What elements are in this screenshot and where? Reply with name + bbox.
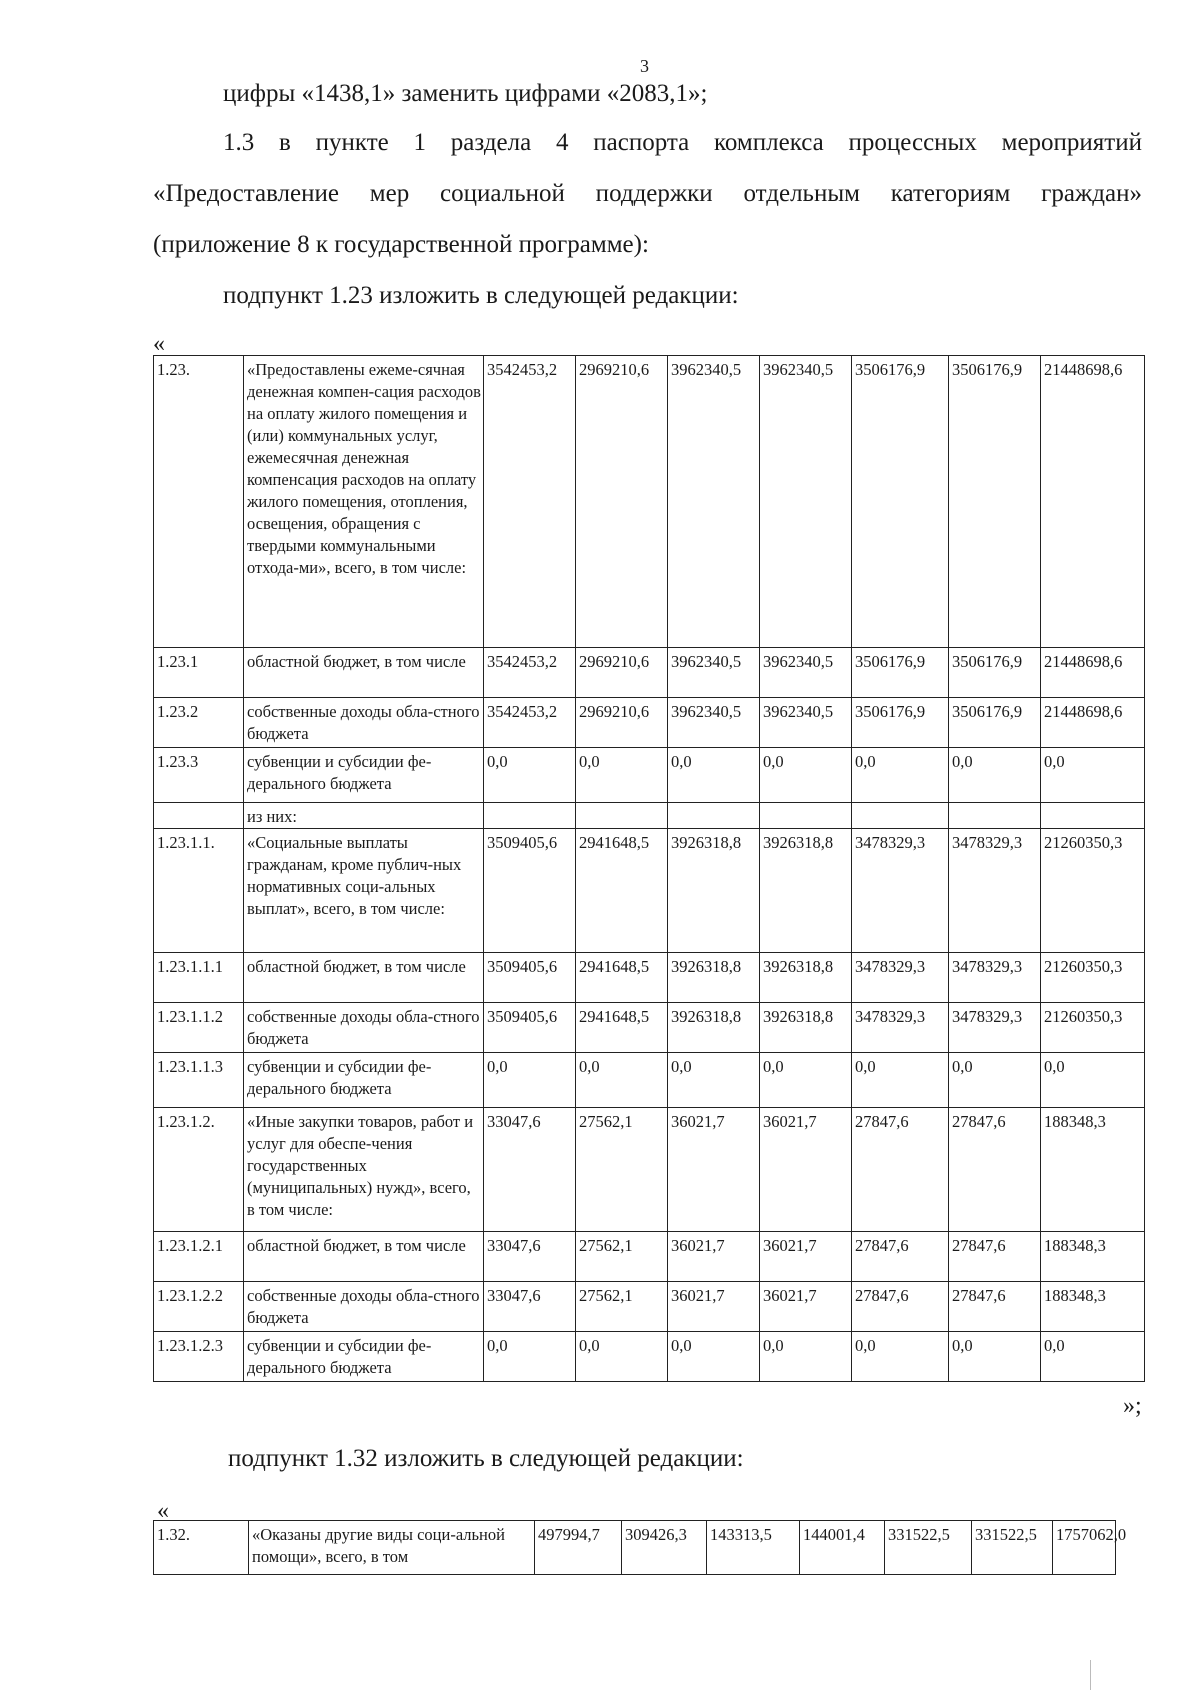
value-cell: 188348,3 (1041, 1232, 1145, 1282)
value-cell: 3506176,9 (949, 698, 1041, 748)
value-cell: 0,0 (852, 1332, 949, 1382)
value-cell: 0,0 (576, 1053, 668, 1108)
row-number: 1.23.1.1.2 (154, 1003, 244, 1053)
row-description: областной бюджет, в том числе (244, 648, 484, 698)
value-cell: 188348,3 (1041, 1108, 1145, 1232)
value-cell: 3926318,8 (760, 953, 852, 1003)
value-cell: 33047,6 (484, 1282, 576, 1332)
table-1-23-row (154, 1282, 1145, 1332)
value-cell: 3478329,3 (949, 953, 1041, 1003)
value-cell: 3962340,5 (760, 698, 852, 748)
value-cell: 3478329,3 (949, 1003, 1041, 1053)
row-number (154, 803, 244, 829)
value-cell: 331522,5 (885, 1521, 972, 1575)
row-description: собственные доходы обла-стного бюджета (244, 1282, 484, 1332)
value-cell: 144001,4 (800, 1521, 885, 1575)
value-cell: 27847,6 (949, 1282, 1041, 1332)
value-cell: 0,0 (576, 748, 668, 803)
row-description: «Иные закупки товаров, работ и услуг для обеспе-чения государственных (муниципальных) нужд», всего, в том числе: (244, 1108, 484, 1232)
value-cell: 27562,1 (576, 1282, 668, 1332)
value-cell: 0,0 (484, 748, 576, 803)
value-cell: 0,0 (949, 748, 1041, 803)
value-cell: 0,0 (668, 748, 760, 803)
value-cell: 33047,6 (484, 1108, 576, 1232)
scan-edge-mark (1090, 1660, 1091, 1690)
subpoint-1-23-heading: подпункт 1.23 изложить в следующей редакции: (223, 282, 739, 309)
value-cell: 3542453,2 (484, 356, 576, 648)
value-cell: 3926318,8 (668, 1003, 760, 1053)
value-cell: 3542453,2 (484, 648, 576, 698)
value-cell: 3926318,8 (668, 829, 760, 953)
row-description: из них: (244, 803, 484, 829)
value-cell: 143313,5 (707, 1521, 800, 1575)
value-cell: 188348,3 (1041, 1282, 1145, 1332)
value-cell: 36021,7 (668, 1108, 760, 1232)
value-cell: 21448698,6 (1041, 648, 1145, 698)
value-cell: 0,0 (668, 1053, 760, 1108)
table-1-23-row (154, 829, 1145, 953)
value-cell: 2969210,6 (576, 356, 668, 648)
value-cell: 0,0 (484, 1053, 576, 1108)
table-1-23-row (154, 1108, 1145, 1232)
value-cell: 3962340,5 (760, 648, 852, 698)
table-1-23-row (154, 356, 1145, 648)
value-cell: 3506176,9 (852, 648, 949, 698)
row-number: 1.23.1.2.3 (154, 1332, 244, 1382)
budget-table-1-23 (153, 355, 1145, 1382)
value-cell: 0,0 (949, 1332, 1041, 1382)
intro-line: цифры «1438,1» заменить цифрами «2083,1»; (223, 80, 708, 107)
row-number: 1.23.1.2.1 (154, 1232, 244, 1282)
row-description: «Оказаны другие виды соци-альной помощи», всего, в том (249, 1521, 535, 1575)
value-cell (760, 803, 852, 829)
close-quote: »; (1123, 1393, 1142, 1419)
value-cell: 2941648,5 (576, 1003, 668, 1053)
value-cell: 2941648,5 (576, 953, 668, 1003)
row-description: собственные доходы обла-стного бюджета (244, 1003, 484, 1053)
value-cell: 3962340,5 (668, 698, 760, 748)
value-cell: 3478329,3 (852, 1003, 949, 1053)
row-number: 1.23.1.2.2 (154, 1282, 244, 1332)
value-cell: 0,0 (852, 748, 949, 803)
row-description: «Предоставлены ежеме-сячная денежная компен-сация расходов на оплату жилого помещения и (или) коммунальных услуг, ежемесячная денежная компенсация расходов на оплату жилого помещения, отопления, освещения, обращения с твердыми коммунальными отхода-ми», всего, в том числе: (244, 356, 484, 648)
value-cell: 27847,6 (949, 1108, 1041, 1232)
value-cell: 3506176,9 (949, 356, 1041, 648)
value-cell (852, 803, 949, 829)
value-cell: 3962340,5 (668, 356, 760, 648)
table-1-23-row (154, 1332, 1145, 1382)
value-cell: 3542453,2 (484, 698, 576, 748)
value-cell: 3962340,5 (668, 648, 760, 698)
value-cell: 309426,3 (622, 1521, 707, 1575)
value-cell: 331522,5 (972, 1521, 1053, 1575)
value-cell: 36021,7 (760, 1282, 852, 1332)
value-cell: 1757062,0 (1053, 1521, 1116, 1575)
row-number: 1.23.1.1.3 (154, 1053, 244, 1108)
table-1-23-row (154, 953, 1145, 1003)
page-number: 3 (640, 56, 649, 76)
value-cell: 36021,7 (760, 1232, 852, 1282)
value-cell: 0,0 (760, 1053, 852, 1108)
value-cell: 3926318,8 (668, 953, 760, 1003)
value-cell: 0,0 (949, 1053, 1041, 1108)
row-number: 1.32. (154, 1521, 249, 1575)
row-description: «Социальные выплаты гражданам, кроме публич-ных нормативных соци-альных выплат», всего, в том числе: (244, 829, 484, 953)
value-cell: 3926318,8 (760, 1003, 852, 1053)
table-1-23-row (154, 1232, 1145, 1282)
value-cell (949, 803, 1041, 829)
value-cell: 21260350,3 (1041, 1003, 1145, 1053)
paragraph-1-3-line1: 1.3 в пункте 1 раздела 4 паспорта комплекса процессных мероприятий (223, 129, 1142, 156)
value-cell: 21260350,3 (1041, 953, 1145, 1003)
value-cell: 0,0 (1041, 1332, 1145, 1382)
value-cell (484, 803, 576, 829)
value-cell: 36021,7 (760, 1108, 852, 1232)
row-number: 1.23.3 (154, 748, 244, 803)
value-cell: 0,0 (1041, 1053, 1145, 1108)
value-cell: 21260350,3 (1041, 829, 1145, 953)
value-cell: 3506176,9 (852, 356, 949, 648)
row-description: областной бюджет, в том числе (244, 953, 484, 1003)
subpoint-1-32-heading: подпункт 1.32 изложить в следующей редакции: (228, 1445, 744, 1472)
value-cell: 2969210,6 (576, 698, 668, 748)
value-cell: 0,0 (760, 1332, 852, 1382)
table-1-23-row (154, 1053, 1145, 1108)
value-cell: 3478329,3 (852, 829, 949, 953)
value-cell (668, 803, 760, 829)
paragraph-1-3-line2: «Предоставление мер социальной поддержки отдельным категориям граждан» (153, 180, 1142, 207)
value-cell: 2941648,5 (576, 829, 668, 953)
value-cell: 21448698,6 (1041, 698, 1145, 748)
row-number: 1.23. (154, 356, 244, 648)
value-cell: 3509405,6 (484, 953, 576, 1003)
value-cell: 21448698,6 (1041, 356, 1145, 648)
value-cell: 0,0 (852, 1053, 949, 1108)
row-description: субвенции и субсидии фе-дерального бюджета (244, 1332, 484, 1382)
value-cell: 27847,6 (852, 1232, 949, 1282)
value-cell: 3509405,6 (484, 829, 576, 953)
row-description: субвенции и субсидии фе-дерального бюджета (244, 748, 484, 803)
value-cell: 27562,1 (576, 1108, 668, 1232)
value-cell: 3962340,5 (760, 356, 852, 648)
value-cell: 36021,7 (668, 1232, 760, 1282)
value-cell: 3506176,9 (949, 648, 1041, 698)
value-cell: 3506176,9 (852, 698, 949, 748)
row-number: 1.23.1 (154, 648, 244, 698)
value-cell: 2969210,6 (576, 648, 668, 698)
value-cell: 3509405,6 (484, 1003, 576, 1053)
row-description: областной бюджет, в том числе (244, 1232, 484, 1282)
value-cell: 3926318,8 (760, 829, 852, 953)
value-cell: 0,0 (760, 748, 852, 803)
table-1-23-row (154, 698, 1145, 748)
value-cell: 33047,6 (484, 1232, 576, 1282)
value-cell: 3478329,3 (852, 953, 949, 1003)
row-description: собственные доходы обла-стного бюджета (244, 698, 484, 748)
row-number: 1.23.1.1. (154, 829, 244, 953)
value-cell: 497994,7 (535, 1521, 622, 1575)
row-number: 1.23.2 (154, 698, 244, 748)
value-cell (1041, 803, 1145, 829)
row-number: 1.23.1.1.1 (154, 953, 244, 1003)
table-1-23-row (154, 803, 1145, 829)
table-1-23-row (154, 1003, 1145, 1053)
table-1-23-row (154, 748, 1145, 803)
table-1-32-row (154, 1521, 1116, 1575)
value-cell: 0,0 (484, 1332, 576, 1382)
open-quote-2: « (157, 1498, 169, 1524)
value-cell: 0,0 (576, 1332, 668, 1382)
row-number: 1.23.1.2. (154, 1108, 244, 1232)
value-cell: 0,0 (668, 1332, 760, 1382)
value-cell: 36021,7 (668, 1282, 760, 1332)
value-cell: 3478329,3 (949, 829, 1041, 953)
value-cell: 27847,6 (852, 1282, 949, 1332)
value-cell (576, 803, 668, 829)
open-quote: « (153, 331, 165, 357)
paragraph-1-3-line3: (приложение 8 к государственной программе): (153, 231, 649, 258)
value-cell: 27847,6 (852, 1108, 949, 1232)
value-cell: 27562,1 (576, 1232, 668, 1282)
budget-table-1-32 (153, 1520, 1127, 1575)
table-1-23-row (154, 648, 1145, 698)
value-cell: 27847,6 (949, 1232, 1041, 1282)
row-description: субвенции и субсидии фе-дерального бюджета (244, 1053, 484, 1108)
value-cell: 0,0 (1041, 748, 1145, 803)
